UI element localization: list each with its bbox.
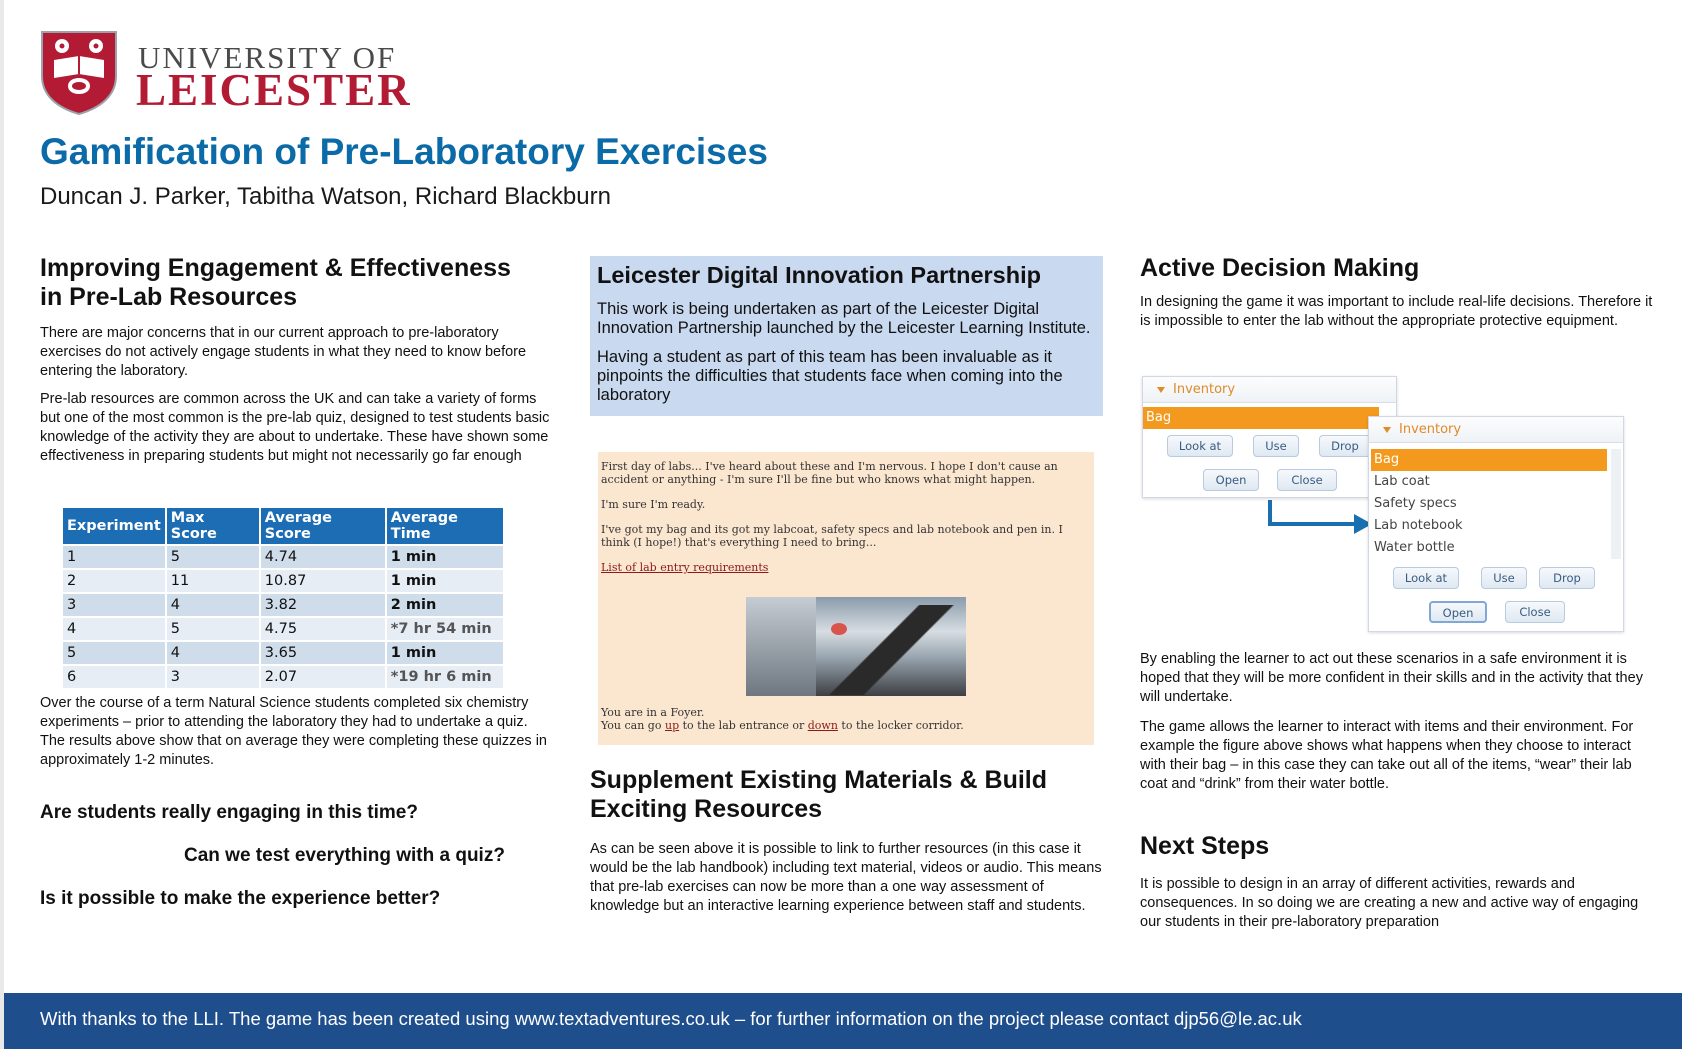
supplement-heading <box>590 766 1102 824</box>
footer-bar <box>4 993 1682 1049</box>
game-exits-text: to the lab entrance or <box>679 719 808 732</box>
foyer-photo <box>746 597 966 696</box>
decision-para: In designing the game it was important to include real-life decisions. Therefore it is impossible to enter the lab without the appropriate protective equipment. <box>1140 294 1653 329</box>
engagement-heading-line1: Improving Engagement & Effectiveness <box>40 254 511 282</box>
supplement-para: As can be seen above it is possible to link to further resources (in this case it would be the lab handbook) including text material, videos or audio. This means that pre-lab exercises can now be more than a one way assessment of knowledge but an interactive learning experience between staff and students. <box>590 841 1102 914</box>
chevron-down-icon <box>1383 427 1391 433</box>
close-button[interactable]: Close <box>1505 601 1565 623</box>
table-cell: *19 hr 6 min <box>387 666 503 688</box>
table-cell: 1 <box>63 546 165 568</box>
decision-outcomes <box>1140 642 1660 794</box>
inventory-item[interactable]: Lab notebook <box>1374 518 1463 533</box>
partnership-para-2: Having a student as part of this team has been invaluable as it pinpoints the difficulties that students face when coming into the laboratory <box>597 348 1063 404</box>
university-name: LEICESTER <box>136 65 412 115</box>
quiz-results-table <box>61 506 505 690</box>
engagement-para-1: There are major concerns that in our current approach to pre-laboratory exercises do not actively engage students in what they need to know before entering the laboratory. <box>40 325 527 379</box>
look-at-button[interactable]: Look at <box>1167 435 1233 457</box>
table-cell: 4 <box>167 642 259 664</box>
table-cell: 3.82 <box>261 594 385 616</box>
inventory-panel-closed <box>1142 376 1397 498</box>
table-cell: 11 <box>167 570 259 592</box>
university-logo <box>40 30 412 116</box>
table-cell: 4 <box>167 594 259 616</box>
game-text-1: First day of labs... I've heard about these and I'm nervous. I hope I don't cause an accident or anything - I'm sure I'll be fine but who knows what might happen. <box>601 460 1058 486</box>
table-cell: 3 <box>63 594 165 616</box>
partnership-box <box>590 256 1103 416</box>
arrow-right-icon <box>1266 498 1376 542</box>
inventory-item-selected[interactable]: Bag <box>1143 407 1379 429</box>
table-cell: 3.65 <box>261 642 385 664</box>
table-header-row <box>63 508 503 544</box>
partnership-para-1: This work is being undertaken as part of the Leicester Digital Innovation Partnership launched by the Leicester Learning Institute. <box>597 300 1091 337</box>
game-location-text: You are in a Foyer. <box>601 706 705 719</box>
table-row <box>63 666 503 688</box>
table-cell: 3 <box>167 666 259 688</box>
table-cell: *7 hr 54 min <box>387 618 503 640</box>
question-2: Can we test everything with a quiz? <box>184 845 505 866</box>
engagement-para-2: Pre-lab resources are common across the UK and can take a variety of forms but one of the most common is the pre-lab quiz, designed to test students basic knowledge of the activity they are about to undertake. These have shown some effectiveness in preparing students but might not necessarily go far enough <box>40 391 550 464</box>
use-button[interactable]: Use <box>1253 435 1299 457</box>
column-engagement <box>40 254 552 466</box>
drop-button[interactable]: Drop <box>1319 435 1371 457</box>
game-text-3: I've got my bag and its got my labcoat, safety specs and lab notebook and pen in. I think (I hope!) that's everything I need to bring... <box>601 523 1063 549</box>
question-3: Is it possible to make the experience better? <box>40 888 441 909</box>
game-location <box>601 706 964 732</box>
inventory-item[interactable]: Safety specs <box>1374 496 1457 511</box>
open-button[interactable]: Open <box>1429 601 1487 623</box>
supplement-heading-line1: Supplement Existing Materials & Build <box>590 766 1048 794</box>
table-cell: 1 min <box>387 642 503 664</box>
table-header: Average Time <box>387 508 503 544</box>
open-button[interactable]: Open <box>1203 469 1259 491</box>
inventory-item-selected[interactable]: Bag <box>1371 449 1607 471</box>
table-header: Experiment <box>63 508 165 544</box>
table-cell: 1 min <box>387 546 503 568</box>
decision-heading: Active Decision Making <box>1140 254 1420 282</box>
poster-authors: Duncan J. Parker, Tabitha Watson, Richard Blackburn <box>40 183 611 210</box>
table-cell: 2 min <box>387 594 503 616</box>
table-cell: 6 <box>63 666 165 688</box>
game-exits-text: to the locker corridor. <box>837 719 964 732</box>
partnership-heading: Leicester Digital Innovation Partnership <box>597 262 1041 288</box>
question-1: Are students really engaging in this time? <box>40 802 418 823</box>
table-cell: 4 <box>63 618 165 640</box>
inventory-scrollbar[interactable] <box>1611 449 1621 559</box>
next-steps-heading: Next Steps <box>1140 832 1270 860</box>
inventory-panel-open <box>1368 416 1624 632</box>
next-steps-para: It is possible to design in an array of different activities, rewards and consequences. In so doing we are creating a new and active way of engaging our students in their pre-laboratory preparation <box>1140 876 1639 930</box>
inventory-header[interactable] <box>1369 417 1623 443</box>
close-button[interactable]: Close <box>1277 469 1337 491</box>
chevron-down-icon <box>1157 387 1165 393</box>
inventory-title: Inventory <box>1173 382 1236 397</box>
text-adventure-screenshot <box>598 452 1094 745</box>
look-at-button[interactable]: Look at <box>1393 567 1459 589</box>
supplement-section <box>590 766 1102 916</box>
table-cell: 2.07 <box>261 666 385 688</box>
inventory-item[interactable]: Water bottle <box>1374 540 1455 555</box>
inventory-list <box>1371 449 1607 559</box>
engagement-heading-line2: in Pre-Lab Resources <box>40 283 298 311</box>
use-button[interactable]: Use <box>1481 567 1527 589</box>
table-cell: 2 <box>63 570 165 592</box>
university-shield-logo <box>40 30 118 116</box>
table-cell: 5 <box>167 618 259 640</box>
exit-up-link[interactable]: up <box>664 719 680 732</box>
exit-down-link[interactable]: down <box>807 719 838 732</box>
game-exits <box>601 719 964 732</box>
table-row <box>63 642 503 664</box>
inventory-title: Inventory <box>1399 422 1462 437</box>
table-header: Average Score <box>261 508 385 544</box>
footer-text: With thanks to the LLI. The game has been created using www.textadventures.co.uk – for further information on the project please contact djp56@le.ac.uk <box>40 1008 1302 1029</box>
lab-requirements-link[interactable]: List of lab entry requirements <box>601 561 769 574</box>
next-steps-section <box>1140 832 1660 932</box>
table-cell: 5 <box>63 642 165 664</box>
game-text-2: I'm sure I'm ready. <box>601 498 706 511</box>
table-header: Max Score <box>167 508 259 544</box>
table-cell: 10.87 <box>261 570 385 592</box>
table-cell: 4.74 <box>261 546 385 568</box>
table-cell: 4.75 <box>261 618 385 640</box>
decision-para-2: By enabling the learner to act out these scenarios in a safe environment it is hoped that they will be more confident in their skills and in the activity that they will undertake. <box>1140 651 1643 705</box>
inventory-item[interactable]: Lab coat <box>1374 474 1430 489</box>
decision-section <box>1140 254 1660 331</box>
supplement-heading-line2: Exciting Resources <box>590 795 823 823</box>
university-of-text: UNIVERSITY OF <box>138 40 397 75</box>
engagement-heading <box>40 254 552 312</box>
page-left-border <box>0 0 4 1049</box>
game-exits-text: You can go <box>601 719 665 732</box>
table-row <box>63 618 503 640</box>
decision-para-3: The game allows the learner to interact with items and their environment. For example the figure above shows what happens when they choose to interact with their bag – in this case they can take out all of the items, “wear” their lab coat and “drink” from their water bottle. <box>1140 719 1634 792</box>
table-row <box>63 570 503 592</box>
table-row <box>63 546 503 568</box>
drop-button[interactable]: Drop <box>1539 567 1595 589</box>
table-row <box>63 594 503 616</box>
inventory-header[interactable] <box>1143 377 1396 403</box>
table-cell: 5 <box>167 546 259 568</box>
table-cell: 1 min <box>387 570 503 592</box>
engagement-para-3: Over the course of a term Natural Science students completed six chemistry experiments – prior to attending the laboratory they had to undertake a quiz. The results above show that on average they were completing these quizzes in approximately 1-2 minutes. <box>40 695 547 768</box>
poster-title: Gamification of Pre-Laboratory Exercises <box>40 131 768 172</box>
